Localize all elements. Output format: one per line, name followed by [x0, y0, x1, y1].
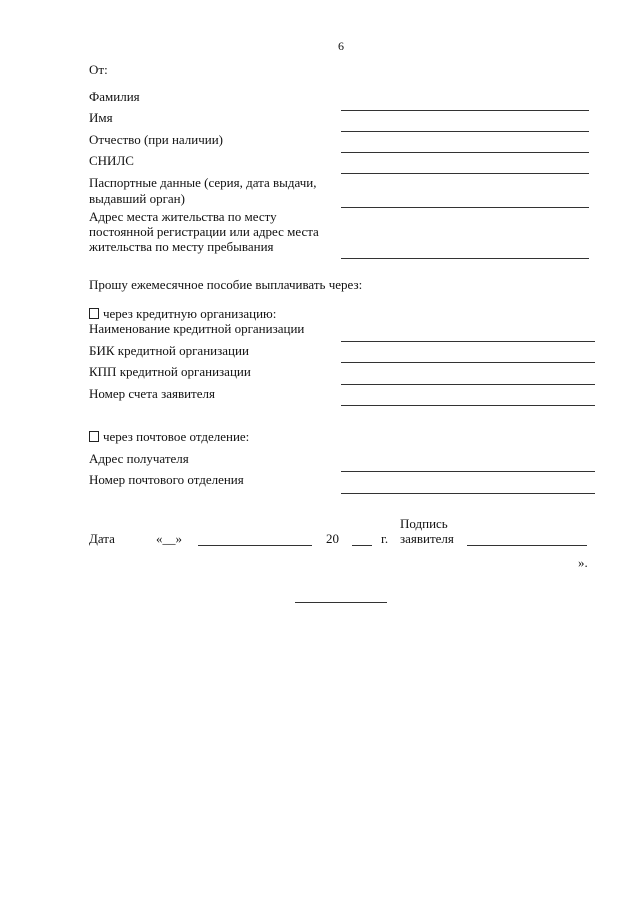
post-office-number-label: Номер почтового отделения	[89, 472, 244, 487]
closing-quote: ».	[578, 555, 588, 570]
footer-divider	[295, 602, 387, 603]
year-line[interactable]	[352, 545, 372, 546]
passport-line[interactable]	[341, 207, 589, 208]
snils-label: СНИЛС	[89, 153, 134, 168]
page-number: 6	[338, 39, 344, 53]
address-line[interactable]	[341, 258, 589, 259]
post-option-checkbox[interactable]	[89, 431, 99, 442]
kpp-line[interactable]	[341, 384, 595, 385]
patronymic-line[interactable]	[341, 152, 589, 153]
bank-option	[89, 306, 276, 322]
patronymic-label: Отчество (при наличии)	[89, 132, 224, 147]
surname-line[interactable]	[341, 110, 589, 111]
signature-label-2: заявителя	[400, 531, 454, 546]
post-office-number-line[interactable]	[341, 493, 595, 494]
address-label: Адрес места жительства по месту	[89, 209, 277, 224]
month-line[interactable]	[198, 545, 312, 546]
address-label-3: жительства по месту пребывания	[89, 239, 274, 254]
payment-request: Прошу ежемесячное пособие выплачивать через:	[89, 277, 363, 292]
address-label-2: постоянной регистрации или адрес места	[89, 224, 319, 239]
date-label: Дата	[89, 531, 115, 546]
bik-label: БИК кредитной организации	[89, 343, 249, 358]
signature-label: Подпись	[400, 516, 448, 531]
recipient-address-label: Адрес получателя	[89, 451, 189, 466]
surname-label: Фамилия	[89, 89, 140, 104]
name-label: Имя	[89, 110, 113, 125]
bank-option-label: через кредитную организацию:	[103, 306, 277, 321]
account-label: Номер счета заявителя	[89, 386, 215, 401]
from-label: От:	[89, 62, 108, 77]
post-option	[89, 429, 249, 445]
bank-option-checkbox[interactable]	[89, 308, 99, 319]
snils-line[interactable]	[341, 173, 589, 174]
year-suffix: г.	[381, 531, 389, 546]
kpp-label: КПП кредитной организации	[89, 364, 251, 379]
bank-name-line[interactable]	[341, 341, 595, 342]
signature-line[interactable]	[467, 545, 587, 546]
passport-label: Паспортные данные (серия, дата выдачи,	[89, 175, 317, 190]
passport-label-2: выдавший орган)	[89, 191, 185, 206]
year-prefix: 20	[326, 531, 339, 546]
recipient-address-line[interactable]	[341, 471, 595, 472]
account-line[interactable]	[341, 405, 595, 406]
bank-name-label: Наименование кредитной организации	[89, 321, 305, 336]
name-line[interactable]	[341, 131, 589, 132]
day-placeholder[interactable]: «__»	[156, 531, 182, 546]
post-option-label: через почтовое отделение:	[103, 429, 250, 444]
bik-line[interactable]	[341, 362, 595, 363]
